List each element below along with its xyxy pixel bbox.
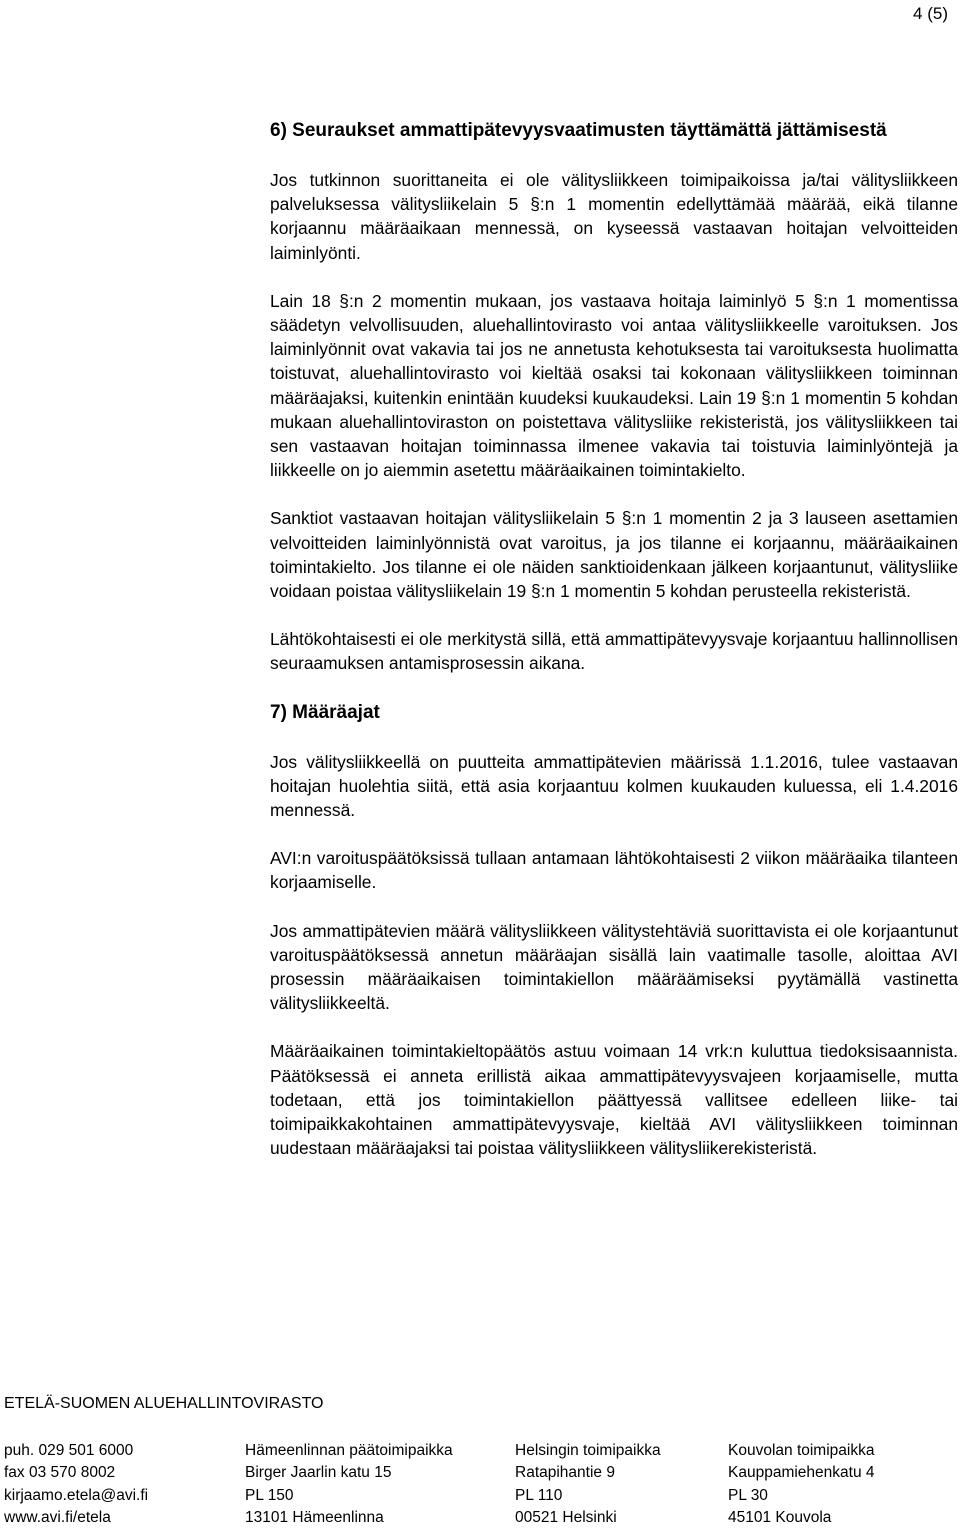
footer-office-helsinki [515,1440,661,1530]
footer-contacts [4,1440,954,1527]
footer-office-street: Birger Jaarlin katu 15 [245,1464,392,1482]
section-7-paragraph: AVI:n varoituspäätöksissä tullaan antamaan lähtökohtaisesti 2 viikon määräaika tilanteen korjaamiselle. [270,848,958,893]
footer-organization: ETELÄ-SUOMEN ALUEHALLINTOVIRASTO [4,1395,324,1412]
document-body [270,118,958,1185]
footer-email: kirjaamo.etela@avi.fi [4,1486,149,1504]
footer-contact-column [4,1440,148,1530]
page-number: 4 (5) [913,4,948,23]
footer-office-postal: 00521 Helsinki [515,1509,617,1527]
footer-office-street: Ratapihantie 9 [515,1464,615,1482]
section-7-paragraph: Jos välitysliikkeellä on puutteita ammattipätevien määrissä 1.1.2016, tulee vastaavan hoitajan huolehtia siitä, että asia korjaantuu kolmen kuukauden kuluessa, eli 1.4.2016 mennessä. [270,751,958,821]
section-7-heading: 7) Määräajat [270,701,380,723]
footer-phone: puh. 029 501 6000 [4,1442,134,1459]
footer-office-postal: 45101 Kouvola [728,1509,832,1527]
footer-office-name: Kouvolan toimipaikka [728,1442,875,1459]
footer-website: www.avi.fi/etela [4,1509,111,1527]
section-7-paragraph: Määräaikainen toimintakieltopäätös astuu voimaan 14 vrk:n kuluttua tiedoksisaannista. Päätöksessä ei anneta erillistä aikaa ammattipätevyysvajeen korjaamiselle, mutta todetaan, että jos toimintakiellon päättyessä vallitsee edelleen liike- tai toimipaikkakohtainen ammattipätevyysvaje, kieltää AVI välitysliikkeen toiminnan uudestaan määräajaksi tai poistaa välitysliikkeen välitysliikerekisteristä. [270,1041,958,1159]
section-6-heading: 6) Seuraukset ammattipätevyysvaatimusten täyttämättä jättämisestä [270,120,887,141]
section-6-paragraph: Lähtökohtaisesti ei ole merkitystä sillä, että ammattipätevyysvaje korjaantuu hallinnollisen seuraamuksen antamisprosessin aikana. [270,629,958,674]
section-6-paragraph: Sanktiot vastaavan hoitajan välitysliikelain 5 §:n 1 momentin 2 ja 3 lauseen asettamien velvoitteiden laiminlyönnistä ovat varoitus, ja jos tilanne ei korjaannu, määräaikainen toimintakielto. Jos tilanne ei ole näiden sanktioidenkaan jälkeen korjaantunut, välitysliike voidaan poistaa välitysliikelain 19 §:n 1 momentin 5 kohdan perusteella rekisteristä. [270,508,958,602]
section-6-paragraph: Lain 18 §:n 2 momentin mukaan, jos vastaava hoitaja laiminlyö 5 §:n 1 momentissa säädetyn velvollisuuden, aluehallintovirasto voi antaa välitysliikkeelle varoituksen. Jos laiminlyönnit ovat vakavia tai jos ne annetusta kehotuksesta tai varoituksesta huolimatta toistuvat, aluehallintovirasto voi kieltää osaksi tai kokonaan välitysliikkeen toiminnan määräajaksi, kuitenkin enintään kuudeksi kuukaudeksi. Lain 19 §:n 1 momentin 5 kohdan mukaan aluehallintoviraston on poistettava välitysliike rekisteristä, jos välitysliikkeen tai sen vastaavan hoitajan toiminnassa ilmenee vakavia tai toistuvia laiminlyöntejä ja liikkeelle on jo aiemmin asetettu määräaikainen toimintakielto. [270,290,958,481]
footer-office-kouvola [728,1440,875,1530]
section-7-paragraph: Jos ammattipätevien määrä välitysliikkeen välitystehtäviä suorittavista ei ole korjaantunut varoituspäätöksessä annetun määräajan sisällä lain vaatimalle tasolle, aloittaa AVI prosessin määräaikaisen toimintakiellon määräämiseksi pyytämällä vastinetta välitysliikkeeltä. [270,920,958,1014]
footer-office-hameenlinna [245,1440,453,1530]
footer-office-pobox: PL 110 [515,1486,563,1504]
footer-office-pobox: PL 150 [245,1486,294,1504]
footer-office-postal: 13101 Hämeenlinna [245,1509,384,1527]
section-6-paragraph: Jos tutkinnon suorittaneita ei ole välitysliikkeen toimipaikoissa ja/tai välitysliikkeen palveluksessa välitysliikelain 5 §:n 1 momentin edellyttämää määrää, eikä tilanne korjaannu määräaikaan mennessä, on kyseessä vastaavan hoitajan velvoitteiden laiminlyönti. [270,170,958,263]
footer-office-street: Kauppamiehenkatu 4 [728,1464,875,1482]
footer-fax: fax 03 570 8002 [4,1464,116,1482]
footer-office-name: Helsingin toimipaikka [515,1442,661,1459]
footer-office-name: Hämeenlinnan päätoimipaikka [245,1442,453,1459]
footer-office-pobox: PL 30 [728,1486,768,1504]
